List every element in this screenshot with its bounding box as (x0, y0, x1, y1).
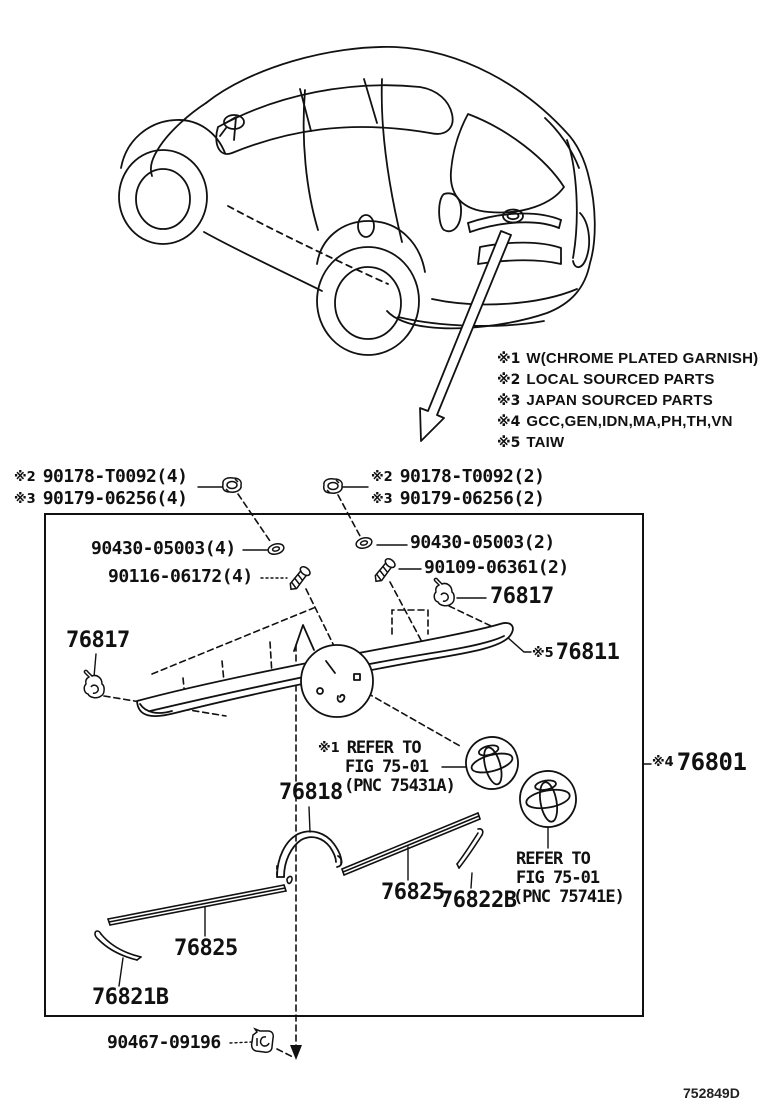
washer-icon-right (355, 536, 373, 550)
dashed-arrowhead (290, 1045, 302, 1060)
callout-washer-left (91, 540, 236, 558)
car-illustration (119, 47, 595, 355)
tape-upper-76825 (342, 813, 480, 875)
screw-icon-left (287, 565, 312, 593)
callout-screw-right (424, 559, 569, 577)
callout-screw-left (108, 568, 253, 586)
callout-assembly-76801 (652, 750, 746, 774)
note-ref: ※5 (497, 435, 521, 451)
refer-text: FIG 75-01 (516, 868, 600, 888)
refer-text: (PNC 75431A) (344, 776, 455, 796)
note-line (497, 351, 758, 366)
refer-line-3 (513, 889, 624, 906)
refer-line-2 (345, 759, 428, 776)
ref-mark: ※1 (318, 741, 340, 756)
part-number: 90178-T0092(2) (399, 466, 545, 487)
callout-clip-bottom (107, 1034, 221, 1052)
tape-lower-76825 (108, 876, 292, 925)
refer-line-3 (344, 778, 455, 795)
callout-tape-upper-76825 (381, 882, 445, 904)
callout-washer-right (410, 534, 555, 552)
callout-corner-left-76821B (92, 987, 168, 1009)
refer-text: REFER TO (516, 849, 590, 869)
corner-piece-76822B (457, 829, 483, 868)
note-text: GCC,GEN,IDN,MA,PH,TH,VN (526, 413, 733, 430)
refer-line-1 (318, 740, 421, 757)
note-line (497, 393, 713, 408)
part-number: 90178-T0092(4) (42, 466, 188, 487)
corner-piece-76821B (95, 931, 141, 960)
part-number: 76817 (490, 584, 554, 609)
ref-mark: ※3 (14, 491, 36, 507)
note-line (497, 435, 564, 450)
callout-clip-right (490, 586, 554, 608)
part-number: 90179-06256(2) (399, 488, 545, 509)
callout-grommet-top-right-row2 (371, 490, 544, 508)
toyota-emblem-upper (460, 731, 524, 795)
callout-arch-76818 (279, 782, 343, 804)
ref-mark: ※4 (652, 754, 674, 770)
note-ref: ※2 (497, 372, 521, 388)
part-number: 76817 (66, 628, 130, 653)
part-number: 76825 (174, 936, 238, 961)
refer-line-1 (516, 851, 590, 868)
callout-grommet-top-left-row1 (14, 468, 187, 486)
part-number: 76818 (279, 780, 343, 805)
garnish-76811 (137, 623, 513, 717)
refer-text: REFER TO (346, 738, 421, 758)
callout-grommet-top-left-row2 (14, 490, 187, 508)
refer-text: FIG 75-01 (345, 757, 429, 777)
washer-icon-left (267, 542, 285, 556)
part-number: 90109-06361(2) (424, 557, 569, 578)
part-number: 90430-05003(2) (410, 532, 555, 553)
grommet-icon-left (223, 478, 241, 492)
pointer-arrow (420, 231, 511, 441)
ref-mark: ※5 (532, 645, 554, 661)
ref-mark: ※2 (371, 469, 393, 485)
callout-grommet-top-right-row1 (371, 468, 544, 486)
callout-tape-lower-76825 (174, 938, 238, 960)
part-number: 76822B (440, 888, 517, 913)
part-number: 76801 (676, 748, 747, 776)
screw-icon-right (372, 557, 397, 585)
note-text: LOCAL SOURCED PARTS (526, 371, 715, 388)
callout-clip-left (66, 630, 130, 652)
grommet-icon-right (324, 479, 342, 493)
part-number: 76825 (381, 880, 445, 905)
callout-corner-right-76822B (440, 890, 516, 912)
note-text: TAIW (526, 434, 565, 451)
refer-line-2 (516, 870, 599, 887)
part-number: 90467-09196 (107, 1032, 221, 1053)
toyota-emblem-lower (516, 767, 581, 832)
note-ref: ※4 (497, 414, 521, 430)
callout-garnish-76811 (532, 642, 619, 664)
part-number: 90430-05003(4) (91, 538, 236, 559)
ref-mark: ※3 (371, 491, 393, 507)
note-ref: ※3 (497, 393, 521, 409)
note-ref: ※1 (497, 351, 521, 367)
part-number: 76821B (92, 985, 169, 1010)
part-number: 90116-06172(4) (108, 566, 253, 587)
ref-mark: ※2 (14, 469, 36, 485)
document-number: 752849D (683, 1085, 740, 1101)
note-line (497, 414, 733, 429)
note-line (497, 372, 715, 387)
arch-moulding-76818 (277, 831, 342, 877)
note-text: JAPAN SOURCED PARTS (526, 392, 713, 409)
part-number: 90179-06256(4) (42, 488, 188, 509)
part-number: 76811 (555, 640, 620, 665)
refer-text: (PNC 75741E) (513, 887, 624, 907)
clip-icon-right-76817 (434, 578, 454, 605)
clip-icon-bottom-90467 (252, 1029, 274, 1052)
note-text: W(CHROME PLATED GARNISH) (526, 350, 759, 367)
